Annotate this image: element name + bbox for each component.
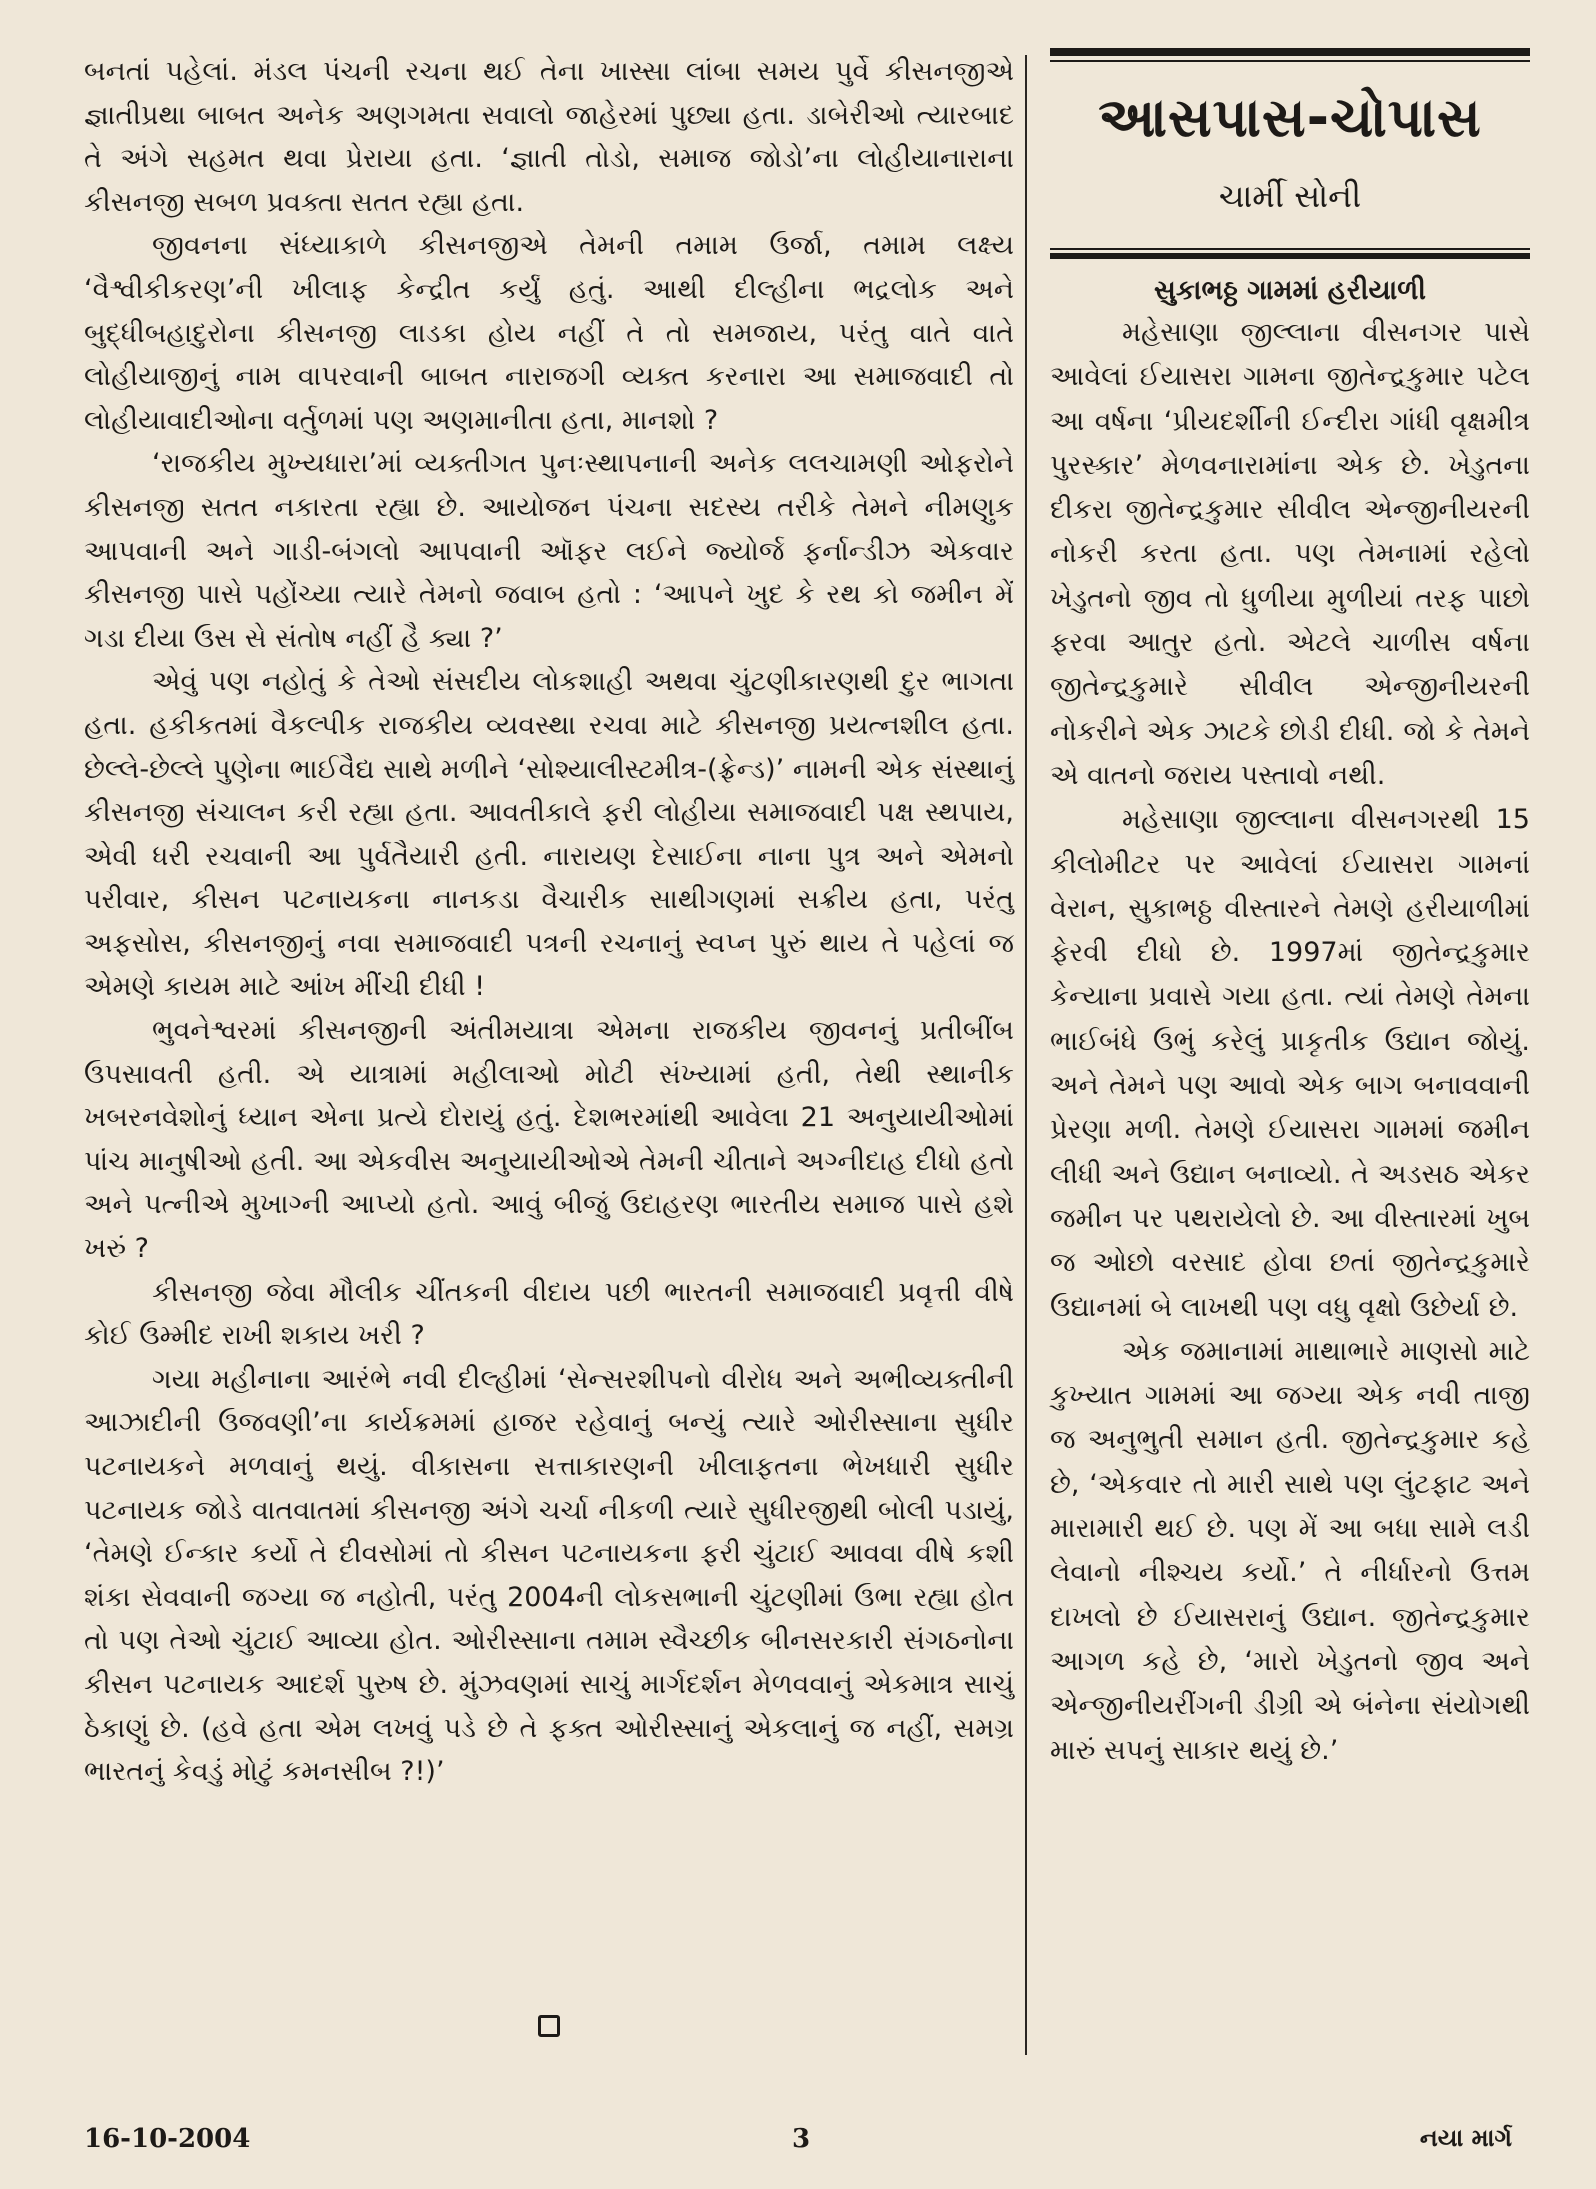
article-paragraph: ગયા મહીનાના આરંભે નવી દીલ્હીમાં ‘સેન્સરશીપનો વીરોધ અને અભીવ્યક્તીની આઝાદીની ઉજવણી’ના કાર્યક્રમમાં હાજર રહેવાનું બન્યું ત્યારે ઓરીસ્સાના સુધીર પટનાયકને મળવાનું થયું. વીકાસના સત્તાકારણની ખીલાફતના ભેખધારી સુધીર પટનાયક જોડે વાતવાતમાં કીસનજી અંગે ચર્ચા નીકળી ત્યારે સુધીરજીથી બોલી પડાયું, ‘તેમણે ઈન્કાર કર્યો તે દીવસોમાં તો કીસન પટનાયકના ફરી ચુંટાઈ આવવા વીષે કશી શંકા સેવવાની જગ્યા જ નહોતી, પરંતુ 2004ની લોકસભાની ચુંટણીમાં ઉભા રહ્યા હોત તો પણ તેઓ ચુંટાઈ આવ્યા હોત. ઓરીસ્સાના તમામ સ્વૈચ્છીક બીનસરકારી સંગઠનોના કીસન પટનાયક આદર્શ પુરુષ છે. મુંઝવણમાં સાચું માર્ગદર્શન મેળવવાનું એકમાત્ર સાચું ઠેકાણું છે. (હવે હતા એમ લખવું પડે છે તે ફક્ત ઓરીસ્સાનું એકલાનું જ નહીં, સમગ્ર ભારતનું કેવડું મોટું કમનસીબ ?!)’ — [84, 1363, 1014, 1788]
column-divider — [1025, 55, 1027, 2055]
column-author: ચાર્મી સોની — [1218, 177, 1362, 215]
column-paragraph: મહેસાણા જીલ્લાના વીસનગર પાસે આવેલાં ઈયાસરા ગામના જીતેન્દ્રકુમાર પટેલ આ વર્ષના ‘પ્રીયદર્શીની ઈન્દીરા ગાંધી વૃક્ષમીત્ર પુરસ્કાર’ મેળવનારામાંના એક છે. ખેડુતના દીકરા જીતેન્દ્રકુમાર સીવીલ એન્જીનીયરની નોકરી કરતા હતા. પણ તેમનામાં રહેલો ખેડુતનો જીવ તો ધુળીયા મુળીયાં તરફ પાછો ફરવા આતુર હતો. એટલે ચાળીસ વર્ષના જીતેન્દ્રકુમારે સીવીલ એન્જીનીયરની નોકરીને એક ઝાટકે છોડી દીધી. જો કે તેમને એ વાતનો જરાય પસ્તાવો નથી. — [1050, 317, 1530, 791]
magazine-name: નયા માર્ગ — [1419, 2124, 1512, 2152]
article-paragraph: બનતાં પહેલાં. મંડલ પંચની રચના થઈ તેના ખાસ્સા લાંબા સમય પુર્વે કીસનજીએ જ્ઞાતીપ્રથા બાબત અનેક અણગમતા સવાલો જાહેરમાં પુછ્યા હતા. ડાબેરીઓ ત્યારબાદ તે અંગે સહમત થવા પ્રેરાયા હતા. ‘જ્ઞાતી તોડો, સમાજ જોડો’ના લોહીયાનારાના કીસનજી સબળ પ્રવક્તા સતત રહ્યા હતા. — [84, 56, 1014, 218]
column-subheading: સુકાભઠ્ઠ ગામમાં હરીયાળી — [1153, 275, 1427, 306]
side-column — [1050, 48, 1530, 1773]
article-paragraph: ‘રાજકીય મુખ્યધારા’માં વ્યક્તીગત પુનઃસ્થાપનાની અનેક લલચામણી ઓફરોને કીસનજી સતત નકારતા રહ્યા છે. આયોજન પંચના સદસ્ય તરીકે તેમને નીમણુક આપવાની અને ગાડી-બંગલો આપવાની ઑફર લઈને જ્યોર્જ ફર્નાન્ડીઝ એકવાર કીસનજી પાસે પહોંચ્યા ત્યારે તેમનો જવાબ હતો : ‘આપને ખુદ કે રથ કો જમીન મેં ગડા દીયા ઉસ સે સંતોષ નહીં હૈ ક્યા ?’ — [84, 448, 1014, 654]
column-body — [1050, 311, 1530, 1773]
column-title: આસપાસ-ચોપાસ — [1098, 86, 1482, 149]
article-paragraph: કીસનજી જેવા મૌલીક ચીંતકની વીદાય પછી ભારતની સમાજવાદી પ્રવૃત્તી વીષે કોઈ ઉમ્મીદ રાખી શકાય ખરી ? — [84, 1276, 1014, 1352]
article-paragraph: ભુવનેશ્વરમાં કીસનજીની અંતીમયાત્રા એમના રાજકીય જીવનનું પ્રતીબીંબ ઉપસાવતી હતી. એ યાત્રામાં મહીલાઓ મોટી સંખ્યામાં હતી, તેથી સ્થાનીક ખબરનવેશોનું ધ્યાન એના પ્રત્યે દોરાયું હતું. દેશભરમાંથી આવેલા 21 અનુયાયીઓમાં પાંચ માનુષીઓ હતી. આ એકવીસ અનુયાયીઓએ તેમની ચીતાને અગ્નીદાહ દીધો હતો અને પત્નીએ મુખાગ્ની આપ્યો હતો. આવું બીજું ઉદાહરણ ભારતીય સમાજ પાસે હશે ખરું ? — [84, 1015, 1014, 1265]
issue-date: 16-10-2004 — [84, 2124, 251, 2154]
article-paragraph: એવું પણ નહોતું કે તેઓ સંસદીય લોકશાહી અથવા ચુંટણીકારણથી દુર ભાગતા હતા. હકીકતમાં વૈકલ્પીક રાજકીય વ્યવસ્થા રચવા માટે કીસનજી પ્રયત્નશીલ હતા. છેલ્લે-છેલ્લે પુણેના ભાઈવૈદ્ય સાથે મળીને ‘સોશ્યાલીસ્ટમીત્ર-(ફ્રેન્ડ)’ નામની એક સંસ્થાનું કીસનજી સંચાલન કરી રહ્યા હતા. આવતીકાલે ફરી લોહીયા સમાજવાદી પક્ષ સ્થપાય, એવી ધરી રચવાની આ પુર્વતૈયારી હતી. નારાયણ દેસાઈના નાના પુત્ર અને એમનો પરીવાર, કીસન પટનાયકના નાનકડા વૈચારીક સાથીગણમાં સક્રીય હતા, પરંતુ અફસોસ, કીસનજીનું નવા સમાજવાદી પત્રની રચનાનું સ્વપ્ન પુરું થાય તે પહેલાં જ એમણે કાયમ માટે આંખ મીંચી દીધી ! — [84, 666, 1014, 1003]
column-top-rule-thin — [1050, 60, 1530, 62]
page-number: 3 — [792, 2124, 811, 2154]
article-paragraph: જીવનના સંધ્યાકાળે કીસનજીએ તેમની તમામ ઉર્જા, તમામ લક્ષ્ય ‘વૈશ્વીકીકરણ’ની ખીલાફ કેન્દ્રીત કર્યું હતું. આથી દીલ્હીના ભદ્રલોક અને બુદ્ધીબહાદુરોના કીસનજી લાડકા હોય નહીં તે તો સમજાય, પરંતુ વાતે વાતે લોહીયાજીનું નામ વાપરવાની બાબત નારાજગી વ્યક્ત કરનારા આ સમાજવાદી તો લોહીયાવાદીઓના વર્તુળમાં પણ અણમાનીતા હતા, માનશો ? — [84, 230, 1014, 436]
column-paragraph: મહેસાણા જીલ્લાના વીસનગરથી 15 કીલોમીટર પર આવેલાં ઈયાસરા ગામનાં વેરાન, સુકાભઠ્ઠ વીસ્તારને તેમણે હરીયાળીમાં ફેરવી દીધો છે. 1997માં જીતેન્દ્રકુમાર કેન્યાના પ્રવાસે ગયા હતા. ત્યાં તેમણે તેમના ભાઈબંધે ઉભું કરેલું પ્રાકૃતીક ઉદ્યાન જોયું. અને તેમને પણ આવો એક બાગ બનાવવાની પ્રેરણા મળી. તેમણે ઈયાસરા ગામમાં જમીન લીધી અને ઉદ્યાન બનાવ્યો. તે અડસઠ એકર જમીન પર પથરાયેલો છે. આ વીસ્તારમાં ખુબ જ ઓછો વરસાદ હોવા છતાં જીતેન્દ્રકુમારે ઉદ્યાનમાં બે લાખથી પણ વધુ વૃક્ષો ઉછેર્યા છે. — [1050, 804, 1530, 1323]
main-article — [84, 50, 1014, 1794]
column-top-rule — [1050, 48, 1530, 56]
column-header-rule-thin — [1050, 248, 1530, 250]
article-end-mark-icon — [538, 2015, 560, 2037]
column-paragraph: એક જમાનામાં માથાભારે માણસો માટે કુખ્યાત ગામમાં આ જગ્યા એક નવી તાજી જ અનુભુતી સમાન હતી. જીતેન્દ્રકુમાર કહે છે, ‘એકવાર તો મારી સાથે પણ લુંટફાટ અને મારામારી થઈ છે. પણ મેં આ બધા સામે લડી લેવાનો નીશ્ચય કર્યો.’ તે નીર્ધારનો ઉત્તમ દાખલો છે ઈયાસરાનું ઉદ્યાન. જીતેન્દ્રકુમાર આગળ કહે છે, ‘મારો ખેડુતનો જીવ અને એન્જીનીયરીંગની ડીગ્રી એ બંનેના સંયોગથી મારું સપનું સાકાર થયું છે.’ — [1050, 1335, 1530, 1766]
column-header-rule — [1050, 253, 1530, 259]
